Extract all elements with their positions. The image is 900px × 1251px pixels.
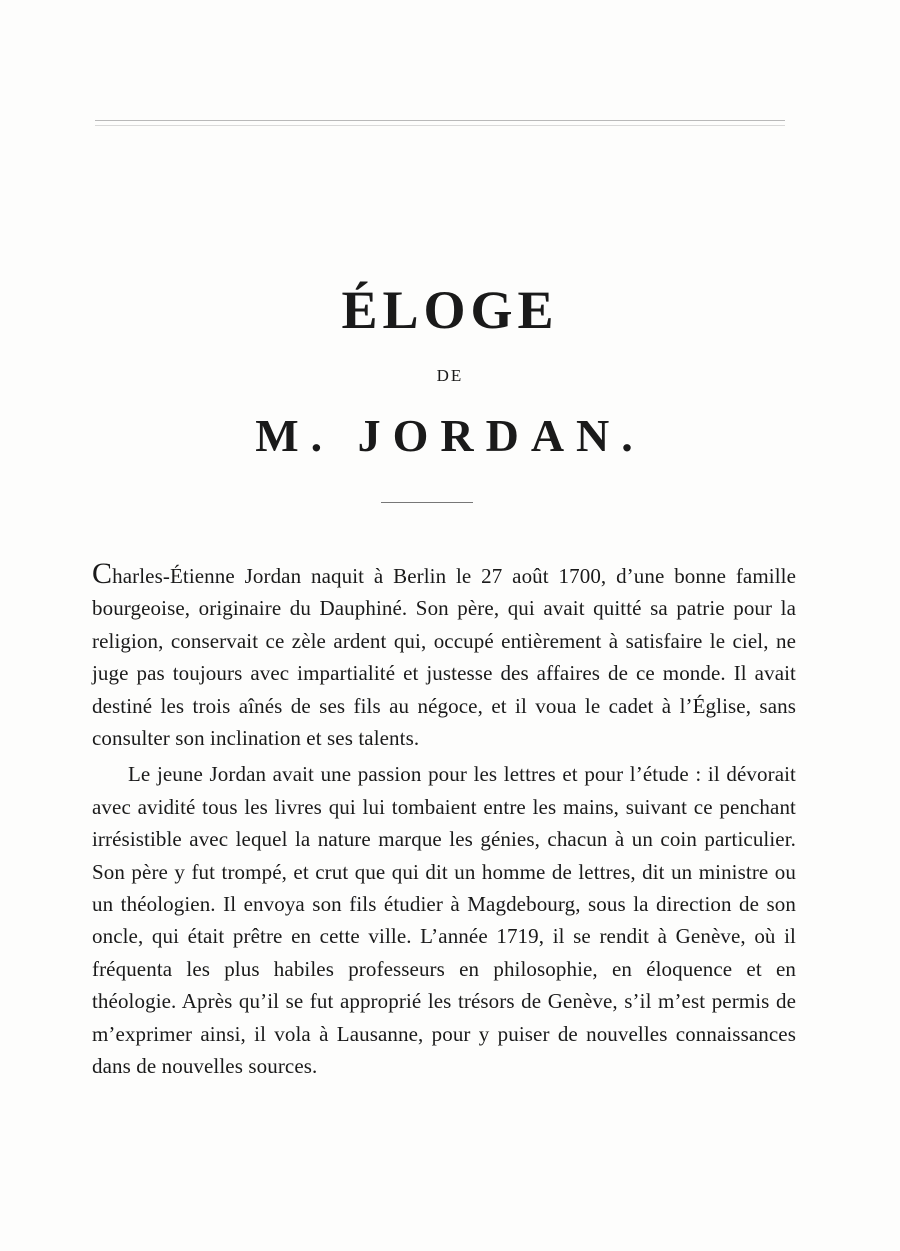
paragraph-1-text: harles-Étienne Jordan naquit à Berlin le 27 août 1700, d’une bonne famille bourgeoise, originaire du Dauphiné. Son père, qui avait quitté sa patrie pour la religion, conservait ce zèle ardent qui, occupé entièrement à satisfaire le ciel, ne juge pas toujours avec impartialité et justesse des affaires de ce monde. Il avait destiné les trois aînés de ses fils au négoce, et il voua le cadet à l’Église, sans consulter son inclination et ses talents. [92,564,796,751]
paragraph-2: Le jeune Jordan avait une passion pour les lettres et pour l’étude : il dévorait avec avidité tous les livres qui lui tombaient entre les mains, suivant ce penchant irrésistible avec lequel la nature marque les génies, chacun à un coin particulier. Son père y fut trompé, et crut que qui dit un homme de lettres, dit un ministre ou un théologien. Il envoya son fils étudier à Magdebourg, sous la direction de son oncle, qui était prêtre en cette ville. L’année 1719, il se rendit à Genève, où il fréquenta les plus habiles professeurs en philosophie, en éloquence et en théologie. Après qu’il se fut approprié les trésors de Genève, s’il m’est permis de m’exprimer ainsi, il vola à Lausanne, pour y puiser de nouvelles connaissances dans de nouvelles sources. [92,762,796,1079]
title-divider [381,502,473,503]
title-preposition: DE [436,366,464,385]
body-text [92,557,796,1083]
subject-name: M. JORDAN. [255,410,645,461]
drop-cap: C [92,557,113,590]
paragraph-1 [92,557,796,754]
header-rule [95,120,785,126]
page-title: ÉLOGE [341,280,559,340]
